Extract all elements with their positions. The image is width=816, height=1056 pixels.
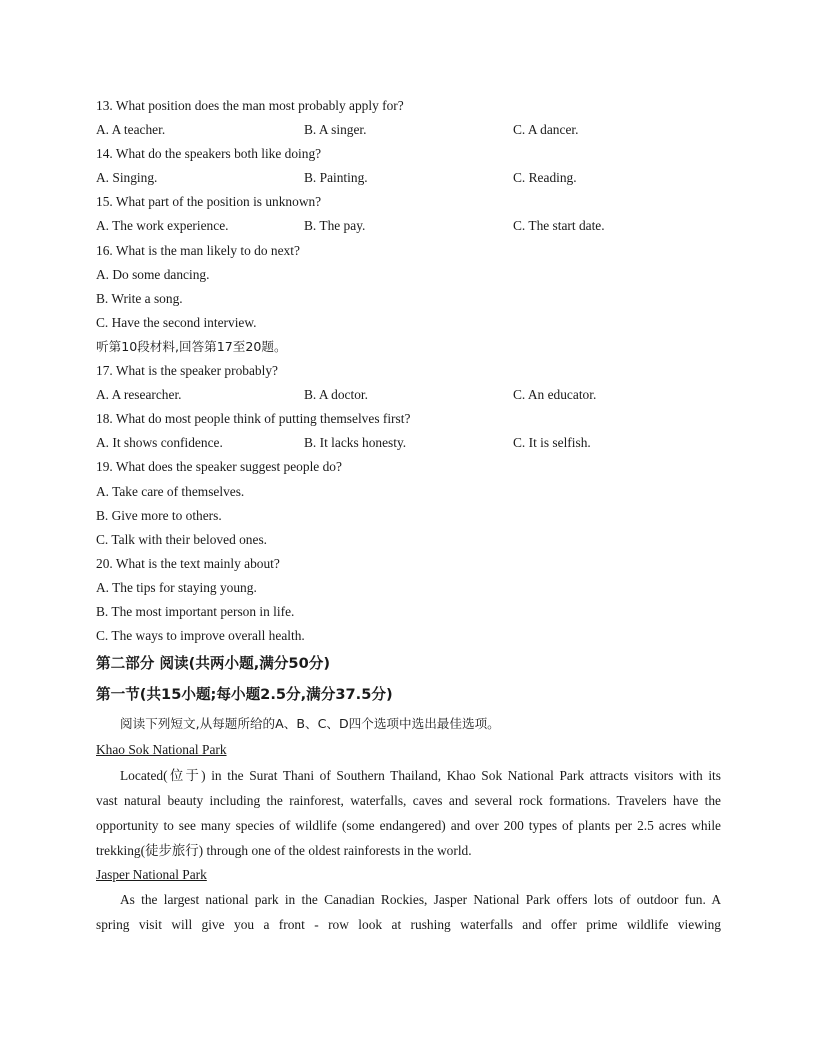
- option-q20-c: C. The ways to improve overall health.: [96, 628, 305, 644]
- passage-line-khao-sok-3: opportunity to see many species of wildlife (some endangered) and over 200 types of plants per 2.5 acres while: [96, 817, 721, 833]
- option-q13-b: B. A singer.: [304, 122, 367, 138]
- question-stem-q17: 17. What is the speaker probably?: [96, 363, 278, 379]
- question-stem-q16: 16. What is the man likely to do next?: [96, 242, 300, 258]
- section1-heading: 第一节(共15小题;每小题2.5分,满分37.5分): [96, 686, 393, 704]
- option-q19-a: A. Take care of themselves.: [96, 483, 245, 499]
- part2-heading: 第二部分 阅读(共两小题,满分50分): [96, 655, 330, 673]
- question-stem-q15: 15. What part of the position is unknown?: [96, 194, 322, 210]
- options-row-q15: [96, 214, 721, 238]
- options-row-q13: [96, 118, 721, 142]
- option-q14-a: A. Singing.: [96, 170, 158, 186]
- option-q13-c: C. A dancer.: [513, 122, 579, 138]
- question-stem-q13: 13. What position does the man most probably apply for?: [96, 98, 404, 113]
- option-q16-c: C. Have the second interview.: [96, 314, 257, 330]
- question-stem-q18: 18. What do most people think of putting themselves first?: [96, 411, 411, 427]
- question-stem-q14: 14. What do the speakers both like doing?: [96, 146, 322, 162]
- option-q13-a: A. A teacher.: [96, 122, 166, 138]
- option-q17-b: B. A doctor.: [304, 387, 368, 403]
- option-q15-b: B. The pay.: [304, 218, 366, 234]
- passage-line-khao-sok-1: Located(位于) in the Surat Thani of Southern Thailand, Khao Sok National Park attracts visitors with its: [120, 767, 721, 783]
- option-q16-a: A. Do some dancing.: [96, 266, 210, 282]
- option-q14-c: C. Reading.: [513, 170, 577, 186]
- passage-line-jasper-1: As the largest national park in the Canadian Rockies, Jasper National Park offers lots of outdoor fun. A: [120, 892, 721, 908]
- option-q18-b: B. It lacks honesty.: [304, 435, 407, 451]
- option-q15-a: A. The work experience.: [96, 218, 229, 234]
- reading-passages: [96, 738, 721, 937]
- option-q20-b: B. The most important person in life.: [96, 603, 295, 619]
- option-q17-c: C. An educator.: [513, 387, 597, 403]
- option-q18-c: C. It is selfish.: [513, 435, 591, 451]
- option-q14-b: B. Painting.: [304, 170, 368, 186]
- options-row-q18: [96, 431, 721, 455]
- options-row-q14: [96, 166, 721, 190]
- document-page: [96, 94, 721, 937]
- option-q19-b: B. Give more to others.: [96, 507, 222, 523]
- passage-title-jasper: Jasper National Park: [96, 866, 207, 882]
- option-q15-c: C. The start date.: [513, 218, 605, 234]
- questions-17-20: [96, 359, 721, 648]
- option-q20-a: A. The tips for staying young.: [96, 579, 257, 595]
- option-q18-a: A. It shows confidence.: [96, 435, 223, 451]
- passage-line-jasper-2: spring visit will give you a front - row look at rushing waterfalls and offer prime wildlife viewing: [96, 917, 721, 933]
- options-row-q17: [96, 383, 721, 407]
- option-q17-a: A. A researcher.: [96, 387, 182, 403]
- option-q16-b: B. Write a song.: [96, 290, 183, 306]
- listening-instruction: 听第10段材料,回答第17至20题。: [96, 338, 287, 354]
- reading-instruction: 阅读下列短文,从每题所给的A、B、C、D四个选项中选出最佳选项。: [120, 716, 500, 732]
- question-stem-q19: 19. What does the speaker suggest people do?: [96, 459, 342, 475]
- passage-line-khao-sok-2: vast natural beauty including the rainforest, waterfalls, caves and several rock formations. Travelers have the: [96, 792, 721, 808]
- option-q19-c: C. Talk with their beloved ones.: [96, 531, 268, 547]
- passage-title-khao-sok: Khao Sok National Park: [96, 742, 227, 758]
- questions-13-16: [96, 94, 721, 335]
- question-stem-q20: 20. What is the text mainly about?: [96, 555, 280, 571]
- passage-line-khao-sok-4: trekking(徒步旅行) through one of the oldest rainforests in the world.: [96, 842, 472, 858]
